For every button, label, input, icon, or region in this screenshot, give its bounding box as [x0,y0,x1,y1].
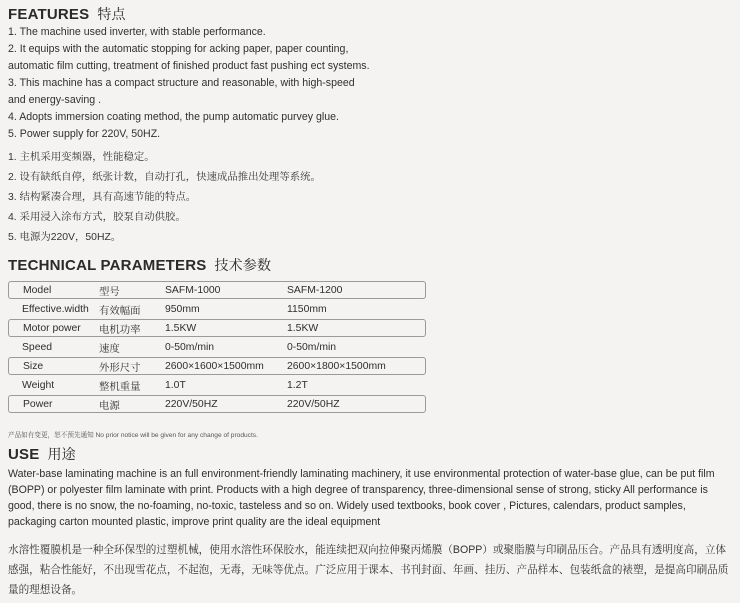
param-name-cn: 外形尺寸 [95,357,161,375]
feature-line: 4. Adopts immersion coating method, the pump automatic purvey glue. [8,111,339,123]
feature-line: and energy-saving . [8,94,102,106]
param-name-en: Speed [22,341,53,353]
param-value-1: SAFM-1000 [161,281,283,299]
param-value-2: SAFM-1200 [283,281,426,299]
param-value-1: 1.5KW [161,319,283,337]
param-value-1: 950mm [165,303,200,315]
feature-line: automatic film cutting, treatment of finished product fast pushing ect systems. [8,60,370,72]
feature-cn-line: 1. 主机采用变频器，性能稳定。 [8,152,155,163]
table-row [8,377,426,393]
table-row [8,339,426,355]
param-name-en: Effective.width [22,303,89,315]
use-heading [8,444,76,464]
table-row [8,357,426,375]
feature-cn-line: 5. 电源为220V，50HZ。 [8,232,122,243]
param-name-cn: 型号 [95,281,161,299]
param-value-1: 1.0T [165,379,186,391]
feature-cn-line: 2. 设有缺纸自停，纸张计数，自动打孔，快速成品推出处理等系统。 [8,172,321,183]
param-name-en: Weight [22,379,55,391]
feature-cn-line: 4. 采用浸入涂布方式，胶泵自动供胶。 [8,212,186,223]
param-value-2: 1150mm [287,303,327,315]
feature-line: 5. Power supply for 220V, 50HZ. [8,128,161,140]
features-title-cn: 特点 [97,6,126,22]
param-name-en: Motor power [8,319,95,337]
param-value-1: 220V/50HZ [161,395,283,413]
param-name-en: Model [8,281,95,299]
parameters-table [8,279,426,415]
use-title-cn: 用途 [47,446,76,462]
param-name-cn: 速度 [99,343,120,355]
table-row [8,395,426,413]
feature-line: 1. The machine used inverter, with stable performance. [8,26,266,38]
table-row [8,319,426,337]
use-title: USE [8,446,40,463]
param-name-cn: 整机重量 [99,381,141,393]
param-name-cn: 电源 [95,395,161,413]
table-row [8,301,426,317]
param-value-1: 2600×1600×1500mm [161,357,283,375]
param-value-2: 0-50m/min [287,341,337,353]
use-paragraph-en: Water-base laminating machine is an full environment-friendly laminating machinery, it use environmental protection of water-base glue, can be put film (BOPP) or polyester film laminate with print. Products with a high degree of transparency, three-dimensional sense of strong, sticky All performance is good, there is no snow, the no-foaming, no-toxic, tasteless and so on. Widely used textbooks, book cover , Pictures, calendars, product samples, packaging carton mounted plastic, improve print quality are the ideal equipment [8,468,715,528]
change-notice: 产品如有变更，恕不预先通知 No prior notice will be given for any change of products. [8,432,258,439]
param-value-2: 1.2T [287,379,308,391]
param-value-2: 2600×1800×1500mm [283,357,426,375]
param-value-2: 1.5KW [283,319,426,337]
param-value-2: 220V/50HZ [283,395,426,413]
features-heading [8,4,126,24]
feature-line: 3. This machine has a compact structure and reasonable, with high-speed [8,77,355,89]
param-name-cn: 电机功率 [95,319,161,337]
param-value-1: 0-50m/min [165,341,215,353]
feature-line: 2. It equips with the automatic stopping for acking paper, paper counting, [8,43,349,55]
features-title: FEATURES [8,6,90,23]
use-paragraph-cn: 水溶性覆膜机是一种全环保型的过塑机械，使用水溶性环保胶水，能连续把双向拉伸聚丙烯膜（BOPP）或聚脂膜与印刷品压合。产品具有透明度高，立体感强，粘合性能好，不出现雪花点，不起泡，无毒，无味等优点。广泛应用于课本、书刊封面、年画、挂历、产品样本、包装纸盒的裱塑，是提高印刷品质量的理想设备。 [8,544,729,596]
technical-title-cn: 技术参数 [214,257,272,273]
param-name-en: Power [8,395,95,413]
feature-cn-line: 3. 结构紧凑合理，具有高速节能的特点。 [8,192,197,203]
technical-title: TECHNICAL PARAMETERS [8,257,207,274]
param-name-en: Size [8,357,95,375]
param-name-cn: 有效幅面 [99,305,141,317]
technical-heading [8,255,271,275]
table-row [8,281,426,299]
